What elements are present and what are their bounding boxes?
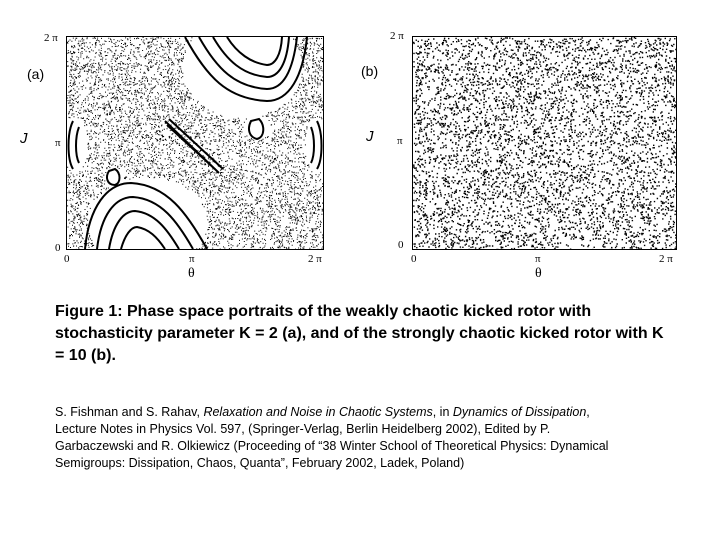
panel-a-y-tick-mid: π [55, 137, 61, 149]
panel-b-y-axis-label: J [366, 128, 374, 145]
panel-a-y-tick-top: 2 π [44, 32, 58, 44]
panel-b-plot [412, 36, 677, 250]
panel-a-x-tick-mid: π [189, 253, 195, 265]
panel-a-x-tick-left: 0 [64, 253, 70, 265]
panel-b-label: (b) [361, 63, 379, 79]
panel-b-x-tick-right: 2 π [659, 253, 673, 265]
panel-b-y-tick-top: 2 π [390, 30, 404, 42]
small-island-orbit [249, 119, 263, 139]
panel-b-y-tick-bottom: 0 [398, 239, 404, 251]
panel-a-x-tick-right: 2 π [308, 253, 322, 265]
reference-authors: S. Fishman and S. Rahav, [55, 405, 204, 419]
reference-title: Relaxation and Noise in Chaotic Systems [203, 405, 433, 419]
panel-b-phase-portrait [413, 37, 676, 249]
upper-island-orbit [199, 37, 297, 89]
panel-a-y-axis-label: J [20, 130, 28, 147]
small-island-orbit [107, 169, 120, 185]
panel-b-x-axis-label: θ [535, 266, 542, 281]
panel-b-x-tick-left: 0 [411, 253, 417, 265]
panel-b-x-tick-mid: π [535, 253, 541, 265]
lower-island-orbit [121, 227, 165, 249]
reference-citation [55, 404, 615, 472]
figure-caption: Figure 1: Phase space portraits of the weakly chaotic kicked rotor with stochasticity parameter K = 2 (a), and of the strongly chaotic kicked rotor with K = 10 (b). [55, 303, 664, 364]
right-edge-island-orbit [311, 127, 314, 163]
upper-island-orbit [227, 37, 282, 65]
left-edge-island-orbit [69, 121, 74, 169]
panel-a-plot [66, 36, 324, 250]
left-edge-island-orbit [76, 127, 79, 163]
diagonal-island-orbit [165, 119, 223, 173]
reference-in: , in [432, 405, 453, 419]
panel-a-y-tick-bottom: 0 [55, 242, 61, 254]
lower-island-orbit [85, 183, 207, 249]
fully-chaotic-points [413, 37, 676, 249]
reference-book: Dynamics of Dissipation [452, 405, 587, 419]
panel-a-label: (a) [27, 66, 45, 82]
panel-b-y-tick-mid: π [397, 135, 403, 147]
right-edge-island-orbit [317, 121, 322, 169]
panel-a-phase-portrait [67, 37, 323, 249]
panel-a-x-axis-label: θ [188, 266, 195, 281]
reference-details: , Lecture Notes in Physics Vol. 597, (Springer-Verlag, Berlin Heidelberg 2002), Edited by P. Garbaczewski and R. Olkiewicz (Proceeding of “38 Winter School of Theoretical Physics: Dynamical Semigroups: Dissipation, Chaos, Quanta”, February 2002, Ladek, Poland) [55, 405, 609, 470]
